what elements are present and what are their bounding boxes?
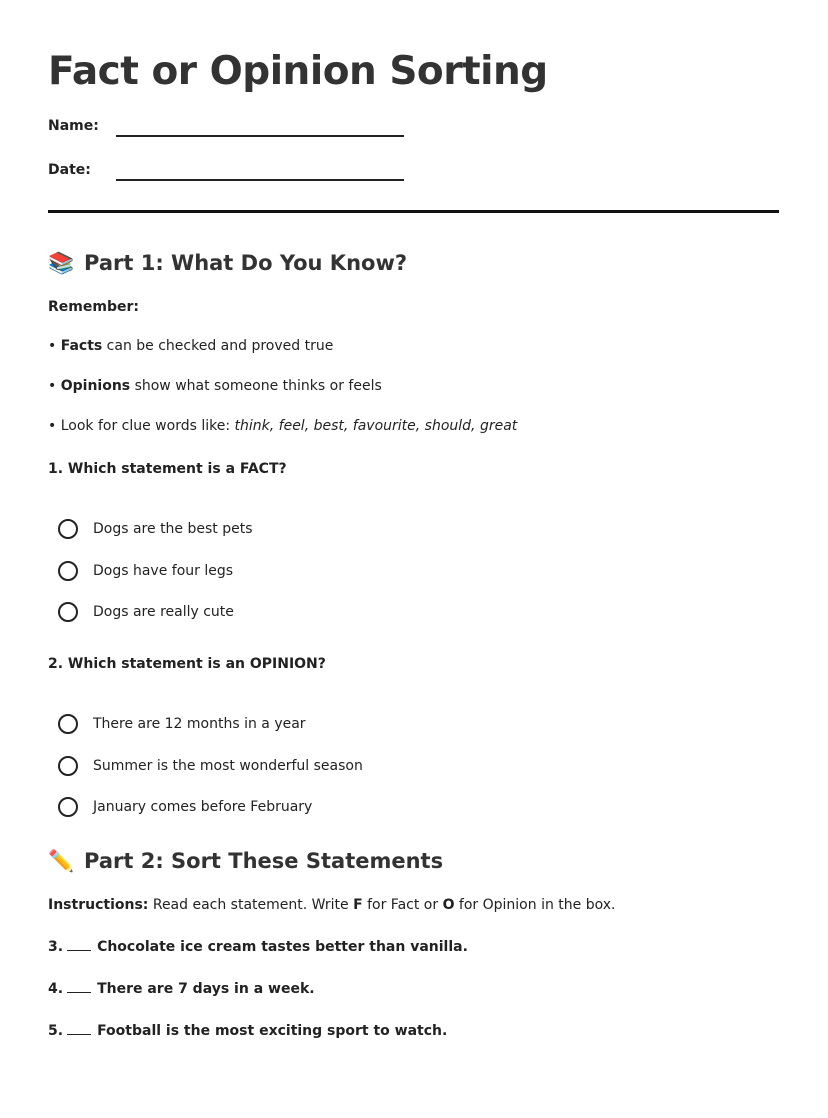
option-item[interactable] [58,517,780,541]
radio-button[interactable] [58,714,78,734]
answer-blank[interactable] [67,992,91,993]
page-title: Fact or Opinion Sorting [48,49,548,94]
date-field [48,162,780,178]
name-field [48,118,780,134]
statement-text: There are 7 days in a week. [97,981,315,997]
question-2: 2. Which statement is an OPINION? [48,656,326,672]
statement-text: Chocolate ice cream tastes better than vanilla. [97,939,468,955]
radio-button[interactable] [58,519,78,539]
answer-blank[interactable] [67,1034,91,1035]
pencil-icon: ✏️ [48,849,75,873]
statement-item [48,1023,780,1039]
statement-number: 4. [48,981,64,997]
instructions: Instructions: Read each statement. Write F for Fact or O for Opinion in the box. [48,897,616,913]
question-1-options [48,517,780,624]
option-item[interactable] [58,712,780,736]
option-item[interactable] [58,559,780,583]
date-label: Date: [48,162,91,178]
question-2-options [48,712,780,819]
name-label: Name: [48,118,99,134]
part1-title: Part 1: What Do You Know? [84,251,408,275]
part2-title: Part 2: Sort These Statements [84,849,444,873]
radio-button[interactable] [58,797,78,817]
option-item[interactable] [58,754,780,778]
option-label: Dogs are really cute [93,604,234,620]
statement-number: 3. [48,939,64,955]
option-item[interactable] [58,795,780,819]
radio-button[interactable] [58,561,78,581]
statement-text: Football is the most exciting sport to watch. [97,1023,448,1039]
part1-heading [48,249,780,277]
option-label: Summer is the most wonderful season [93,757,363,774]
option-label: Dogs are the best pets [93,521,253,537]
bullet-facts: • Facts can be checked and proved true [48,338,334,354]
statement-item [48,981,780,997]
option-label: There are 12 months in a year [93,716,306,732]
statement-number: 5. [48,1023,64,1039]
radio-button[interactable] [58,602,78,622]
bullet-clue-words: • Look for clue words like: think, feel, best, favourite, should, great [48,418,518,434]
question-1: 1. Which statement is a FACT? [48,461,287,477]
divider [48,210,779,213]
statement-item [48,939,780,955]
part2-heading [48,847,780,875]
option-item[interactable] [58,600,780,624]
answer-blank[interactable] [67,950,91,951]
books-icon: 📚 [48,251,75,275]
option-label: Dogs have four legs [93,562,234,579]
remember-label: Remember: [48,299,139,315]
radio-button[interactable] [58,756,78,776]
bullet-opinions: • Opinions show what someone thinks or feels [48,378,382,394]
date-input-line[interactable] [116,178,404,181]
name-input-line[interactable] [116,134,404,137]
option-label: January comes before February [93,799,313,815]
